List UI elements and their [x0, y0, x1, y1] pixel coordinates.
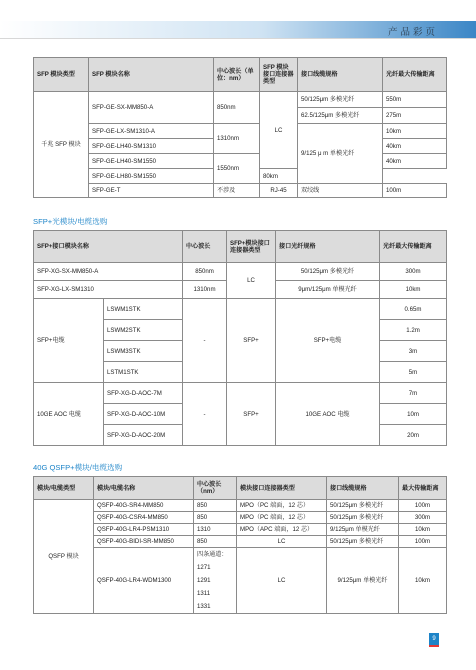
module-type-cell: QSFP 模块 — [34, 500, 94, 614]
cable-spec-cell: 9/125μm 单模光纤 — [327, 548, 399, 614]
col-header: 接口线缆规格 — [298, 58, 383, 92]
cable-spec-cell: 9/125μm 单模光纤 — [327, 524, 399, 536]
connector-cell: SFP+ — [227, 383, 276, 446]
distance-cell: 7m — [380, 383, 447, 404]
distance-cell: 3m — [380, 341, 447, 362]
col-header: SFP 模块名称 — [89, 58, 214, 92]
section-title-qsfp: 40G QSFP+模块/电缆选购 — [33, 463, 123, 472]
distance-cell: 10km — [399, 524, 447, 536]
aoc-group-label: 10GE AOC 电缆 — [34, 383, 104, 446]
aoc-item-cell: SFP-XG-D-AOC-20M — [104, 425, 183, 446]
wdm-wavelength-line: 四条通道： — [197, 551, 228, 558]
cable-spec-cell: 62.5/125μm 多模光纤 — [298, 108, 383, 124]
aoc-item-cell: SFP-XG-D-AOC-10M — [104, 404, 183, 425]
fiber-spec-cell: 10GE AOC 电缆 — [276, 383, 380, 446]
wavelength-cell: 1310 — [194, 524, 237, 536]
module-name-cell: QSFP-40G-LR4-PSM1310 — [94, 524, 194, 536]
wavelength-cell: 850 — [194, 500, 237, 512]
cable-spec-cell: 50/125μm 多模光纤 — [327, 500, 399, 512]
col-header: SFP+模块接口连接器类型 — [227, 231, 276, 263]
module-name-cell: SFP-XG-LX-SM1310 — [34, 281, 183, 299]
wavelength-cell: 850 — [194, 512, 237, 524]
distance-cell: 10km — [383, 124, 447, 139]
connector-cell: MPO（PC 端面，12 芯） — [237, 512, 327, 524]
wavelength-cell: - — [183, 299, 227, 383]
wavelength-cell: 不涉及 — [214, 184, 260, 198]
wdm-wavelength-cell — [194, 548, 237, 614]
col-header: 中心波长（nm） — [194, 477, 237, 500]
module-name-cell: SFP-GE-SX-MM850-A — [89, 92, 214, 124]
col-header: 模块/电缆类型 — [34, 477, 94, 500]
wavelength-cell: 1310nm — [214, 124, 260, 154]
distance-cell: 100m — [399, 536, 447, 548]
connector-cell: LC — [237, 548, 327, 614]
qsfp-table — [33, 476, 447, 614]
col-header: 接口光纤规格 — [276, 231, 380, 263]
page-number: 9 — [429, 633, 439, 645]
col-header: SFP 模块接口连接器类型 — [260, 58, 298, 92]
aoc-item-cell: SFP-XG-D-AOC-7M — [104, 383, 183, 404]
section-title-sfp-plus: SFP+光模块/电缆选购 — [33, 217, 108, 226]
distance-cell: 5m — [380, 362, 447, 383]
cable-item-cell: LSWM1STK — [104, 299, 183, 320]
distance-cell: 40km — [383, 154, 447, 169]
fiber-spec-cell: SFP+电缆 — [276, 299, 380, 383]
wavelength-cell: - — [183, 383, 227, 446]
distance-cell: 100m — [383, 184, 447, 198]
connector-cell: SFP+ — [227, 299, 276, 383]
module-name-cell: QSFP-40G-SR4-MM850 — [94, 500, 194, 512]
module-name-cell: QSFP-40G-LR4-WDM1300 — [94, 548, 194, 614]
wdm-wavelength-line: 1271 — [197, 564, 211, 571]
col-header: 光纤最大传输距离 — [383, 58, 447, 92]
connector-cell: RJ-45 — [260, 184, 298, 198]
wdm-wavelength-line: 1331 — [197, 603, 211, 610]
distance-cell: 300m — [380, 263, 447, 281]
distance-cell: 550m — [383, 92, 447, 108]
distance-cell: 10km — [380, 281, 447, 299]
gigabit-sfp-table — [33, 57, 447, 198]
header-divider — [0, 38, 476, 39]
cable-group-label: SFP+电缆 — [34, 299, 104, 383]
wavelength-cell: 1550nm — [214, 154, 260, 184]
wavelength-cell: 850nm — [214, 92, 260, 124]
wavelength-cell: 1310nm — [183, 281, 227, 299]
col-header: 最大传输距离 — [399, 477, 447, 500]
cable-spec-cell: 双绞线 — [298, 184, 383, 198]
distance-cell: 40km — [383, 139, 447, 154]
distance-cell: 100m — [399, 500, 447, 512]
connector-cell: MPO（PC 端面，12 芯） — [237, 500, 327, 512]
cable-spec-cell: 50/125μm 多模光纤 — [327, 536, 399, 548]
cable-item-cell: LSTM1STK — [104, 362, 183, 383]
wavelength-cell: 850nm — [183, 263, 227, 281]
module-type-cell: 千兆 SFP 模块 — [34, 92, 89, 198]
module-name-cell: QSFP-40G-BIDI-SR-MM850 — [94, 536, 194, 548]
col-header: 中心波长（单位：nm） — [214, 58, 260, 92]
connector-cell: LC — [237, 536, 327, 548]
fiber-spec-cell: 50/125μm 多模光纤 — [276, 263, 380, 281]
module-name-cell: SFP-GE-LH40-SM1310 — [89, 139, 214, 154]
wdm-wavelength-line: 1311 — [197, 590, 211, 597]
distance-cell: 80km — [260, 169, 298, 184]
module-name-cell: QSFP-40G-CSR4-MM850 — [94, 512, 194, 524]
distance-cell: 300m — [399, 512, 447, 524]
module-name-cell: SFP-GE-T — [89, 184, 214, 198]
distance-cell: 10km — [399, 548, 447, 614]
wdm-wavelength-line: 1291 — [197, 577, 211, 584]
fiber-spec-cell: 9μm/125μm 单模光纤 — [276, 281, 380, 299]
module-name-cell: SFP-GE-LH40-SM1550 — [89, 154, 214, 169]
cable-item-cell: LSWM3STK — [104, 341, 183, 362]
col-header: 接口线缆规格 — [327, 477, 399, 500]
cable-item-cell: LSWM2STK — [104, 320, 183, 341]
distance-cell: 20m — [380, 425, 447, 446]
distance-cell: 1.2m — [380, 320, 447, 341]
wavelength-cell: 850 — [194, 536, 237, 548]
connector-cell: LC — [227, 263, 276, 299]
distance-cell: 275m — [383, 108, 447, 124]
col-header: 中心波长 — [183, 231, 227, 263]
cable-spec-cell: 50/125μm 多模光纤 — [327, 512, 399, 524]
distance-cell: 0.65m — [380, 299, 447, 320]
col-header: SFP+接口模块名称 — [34, 231, 183, 263]
col-header: SFP 模块类型 — [34, 58, 89, 92]
col-header: 光纤最大传输距离 — [380, 231, 447, 263]
col-header: 模块/电缆名称 — [94, 477, 194, 500]
cable-spec-cell: 50/125μm 多模光纤 — [298, 92, 383, 108]
module-name-cell: SFP-GE-LX-SM1310-A — [89, 124, 214, 139]
module-name-cell: SFP-GE-LH80-SM1550 — [89, 169, 214, 184]
page-header-title: 产品彩页 — [387, 27, 438, 38]
module-name-cell: SFP-XG-SX-MM850-A — [34, 263, 183, 281]
distance-cell: 10m — [380, 404, 447, 425]
page-number-accent — [429, 645, 439, 647]
col-header: 模块接口连接器类型 — [237, 477, 327, 500]
connector-cell: LC — [260, 92, 298, 169]
cable-spec-cell: 9/125 μ m 单模光纤 — [298, 124, 383, 184]
sfp-plus-table — [33, 230, 447, 446]
connector-cell: MPO（APC 端面，12 芯） — [237, 524, 327, 536]
